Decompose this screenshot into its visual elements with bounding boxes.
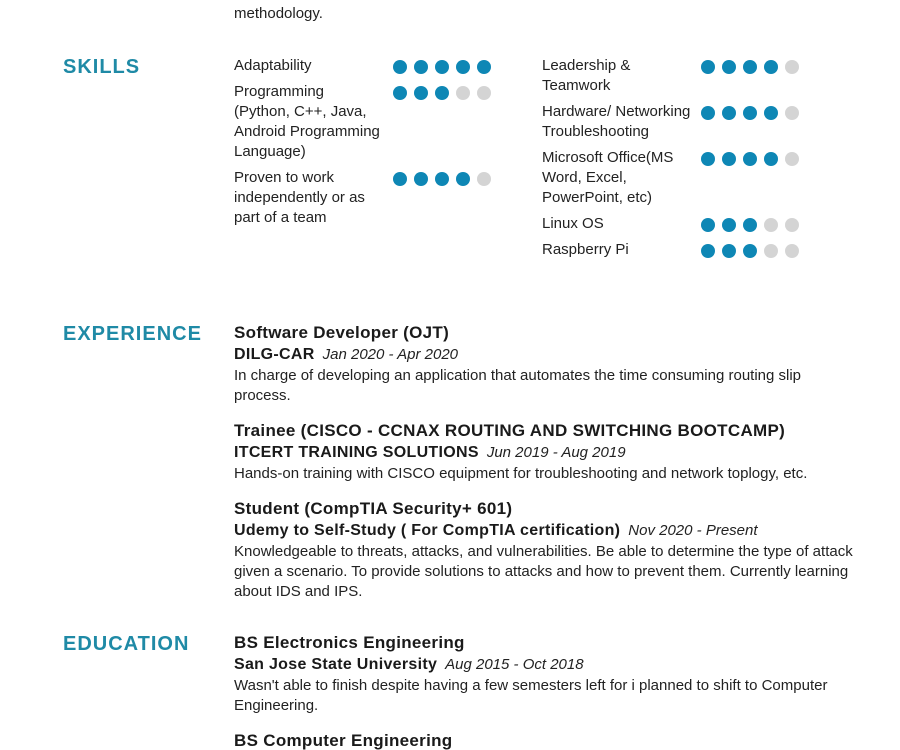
rating-dot-filled-icon (722, 244, 736, 258)
rating-dot-filled-icon (701, 152, 715, 166)
employer: DILG-CAR (234, 346, 315, 363)
job-title: Software Developer (OJT) (234, 323, 450, 342)
rating-dot-empty-icon (785, 244, 799, 258)
rating-dot-filled-icon (722, 106, 736, 120)
skill-label: Proven to work independently or as part of a team (234, 169, 365, 226)
education-heading: EDUCATION (63, 633, 190, 655)
skill-rating (701, 214, 799, 232)
rating-dot-empty-icon (785, 152, 799, 166)
skill-item (234, 82, 514, 162)
skill-label: Microsoft Office(MS Word, Excel, PowerPoint, etc) (542, 149, 674, 206)
education-entry (234, 730, 854, 750)
rating-dot-filled-icon (722, 60, 736, 74)
experience-entry (234, 322, 854, 406)
employer: Udemy to Self-Study ( For CompTIA certification) (234, 522, 621, 539)
rating-dot-filled-icon (743, 244, 757, 258)
rating-dot-filled-icon (722, 218, 736, 232)
rating-dot-filled-icon (414, 86, 428, 100)
skill-rating (701, 56, 799, 74)
rating-dot-empty-icon (477, 172, 491, 186)
experience-entry (234, 420, 854, 484)
rating-dot-filled-icon (456, 60, 470, 74)
skill-rating (701, 102, 799, 120)
skill-item (542, 240, 822, 260)
job-description: In charge of developing an application that automates the time consuming routing slip process. (234, 367, 802, 404)
rating-dot-empty-icon (785, 106, 799, 120)
degree-title: BS Computer Engineering (234, 731, 453, 750)
rating-dot-empty-icon (764, 218, 778, 232)
skill-label: Hardware/ Networking Troubleshooting (542, 103, 691, 140)
skill-item (542, 56, 822, 96)
school: San Jose State University (234, 656, 438, 673)
experience-heading: EXPERIENCE (63, 323, 202, 345)
experience-list (234, 322, 854, 616)
date-range: Jan 2020 - Apr 2020 (322, 346, 458, 363)
rating-dot-filled-icon (701, 60, 715, 74)
skill-item (542, 148, 822, 208)
skill-rating (701, 148, 799, 166)
skill-label: Leadership & Teamwork (542, 57, 631, 94)
skill-rating (393, 168, 491, 186)
job-title: Trainee (CISCO - CCNAX ROUTING AND SWITCHING BOOTCAMP) (234, 421, 786, 440)
intro-last-line: methodology. (234, 5, 323, 22)
rating-dot-filled-icon (393, 172, 407, 186)
skill-rating (393, 56, 491, 74)
date-range: Nov 2020 - Present (628, 522, 758, 539)
skill-rating (393, 82, 491, 100)
date-range: Jun 2019 - Aug 2019 (486, 444, 626, 461)
rating-dot-filled-icon (764, 106, 778, 120)
rating-dot-filled-icon (414, 172, 428, 186)
rating-dot-filled-icon (456, 172, 470, 186)
skill-item (542, 214, 822, 234)
rating-dot-filled-icon (701, 106, 715, 120)
rating-dot-filled-icon (393, 60, 407, 74)
rating-dot-filled-icon (435, 172, 449, 186)
skill-label: Linux OS (542, 215, 604, 232)
rating-dot-filled-icon (701, 244, 715, 258)
degree-title: BS Electronics Engineering (234, 633, 465, 652)
rating-dot-filled-icon (743, 106, 757, 120)
skill-label: Adaptability (234, 57, 312, 74)
rating-dot-filled-icon (743, 152, 757, 166)
rating-dot-filled-icon (764, 152, 778, 166)
skill-label: Raspberry Pi (542, 241, 629, 258)
rating-dot-filled-icon (393, 86, 407, 100)
experience-entry (234, 498, 854, 602)
rating-dot-filled-icon (414, 60, 428, 74)
rating-dot-empty-icon (785, 218, 799, 232)
rating-dot-filled-icon (722, 152, 736, 166)
skills-column-left (234, 56, 514, 234)
job-description: Hands-on training with CISCO equipment for troubleshooting and network toplogy, etc. (234, 465, 808, 482)
rating-dot-empty-icon (477, 86, 491, 100)
rating-dot-empty-icon (456, 86, 470, 100)
job-description: Knowledgeable to threats, attacks, and vulnerabilities. Be able to determine the type of attack given a scenario. To provide solutions to attacks and how to prevent them. Currently learning about IDS and IPS. (234, 543, 853, 600)
education-description: Wasn't able to finish despite having a few semesters left for i planned to shift to Computer Engineering. (234, 677, 828, 714)
rating-dot-filled-icon (743, 218, 757, 232)
skill-item (542, 102, 822, 142)
skill-label: Programming (Python, C++, Java, Android Programming Language) (234, 83, 380, 160)
rating-dot-filled-icon (764, 60, 778, 74)
rating-dot-filled-icon (701, 218, 715, 232)
education-entry (234, 632, 854, 716)
skills-heading: SKILLS (63, 56, 141, 78)
date-range: Aug 2015 - Oct 2018 (445, 656, 584, 673)
rating-dot-filled-icon (743, 60, 757, 74)
employer: ITCERT TRAINING SOLUTIONS (234, 444, 479, 461)
skill-item (234, 56, 514, 76)
skills-column-right (542, 56, 822, 266)
rating-dot-filled-icon (477, 60, 491, 74)
rating-dot-empty-icon (764, 244, 778, 258)
skill-item (234, 168, 514, 228)
skill-rating (701, 240, 799, 258)
rating-dot-empty-icon (785, 60, 799, 74)
job-title: Student (CompTIA Security+ 601) (234, 499, 513, 518)
rating-dot-filled-icon (435, 86, 449, 100)
rating-dot-filled-icon (435, 60, 449, 74)
education-list (234, 632, 854, 750)
